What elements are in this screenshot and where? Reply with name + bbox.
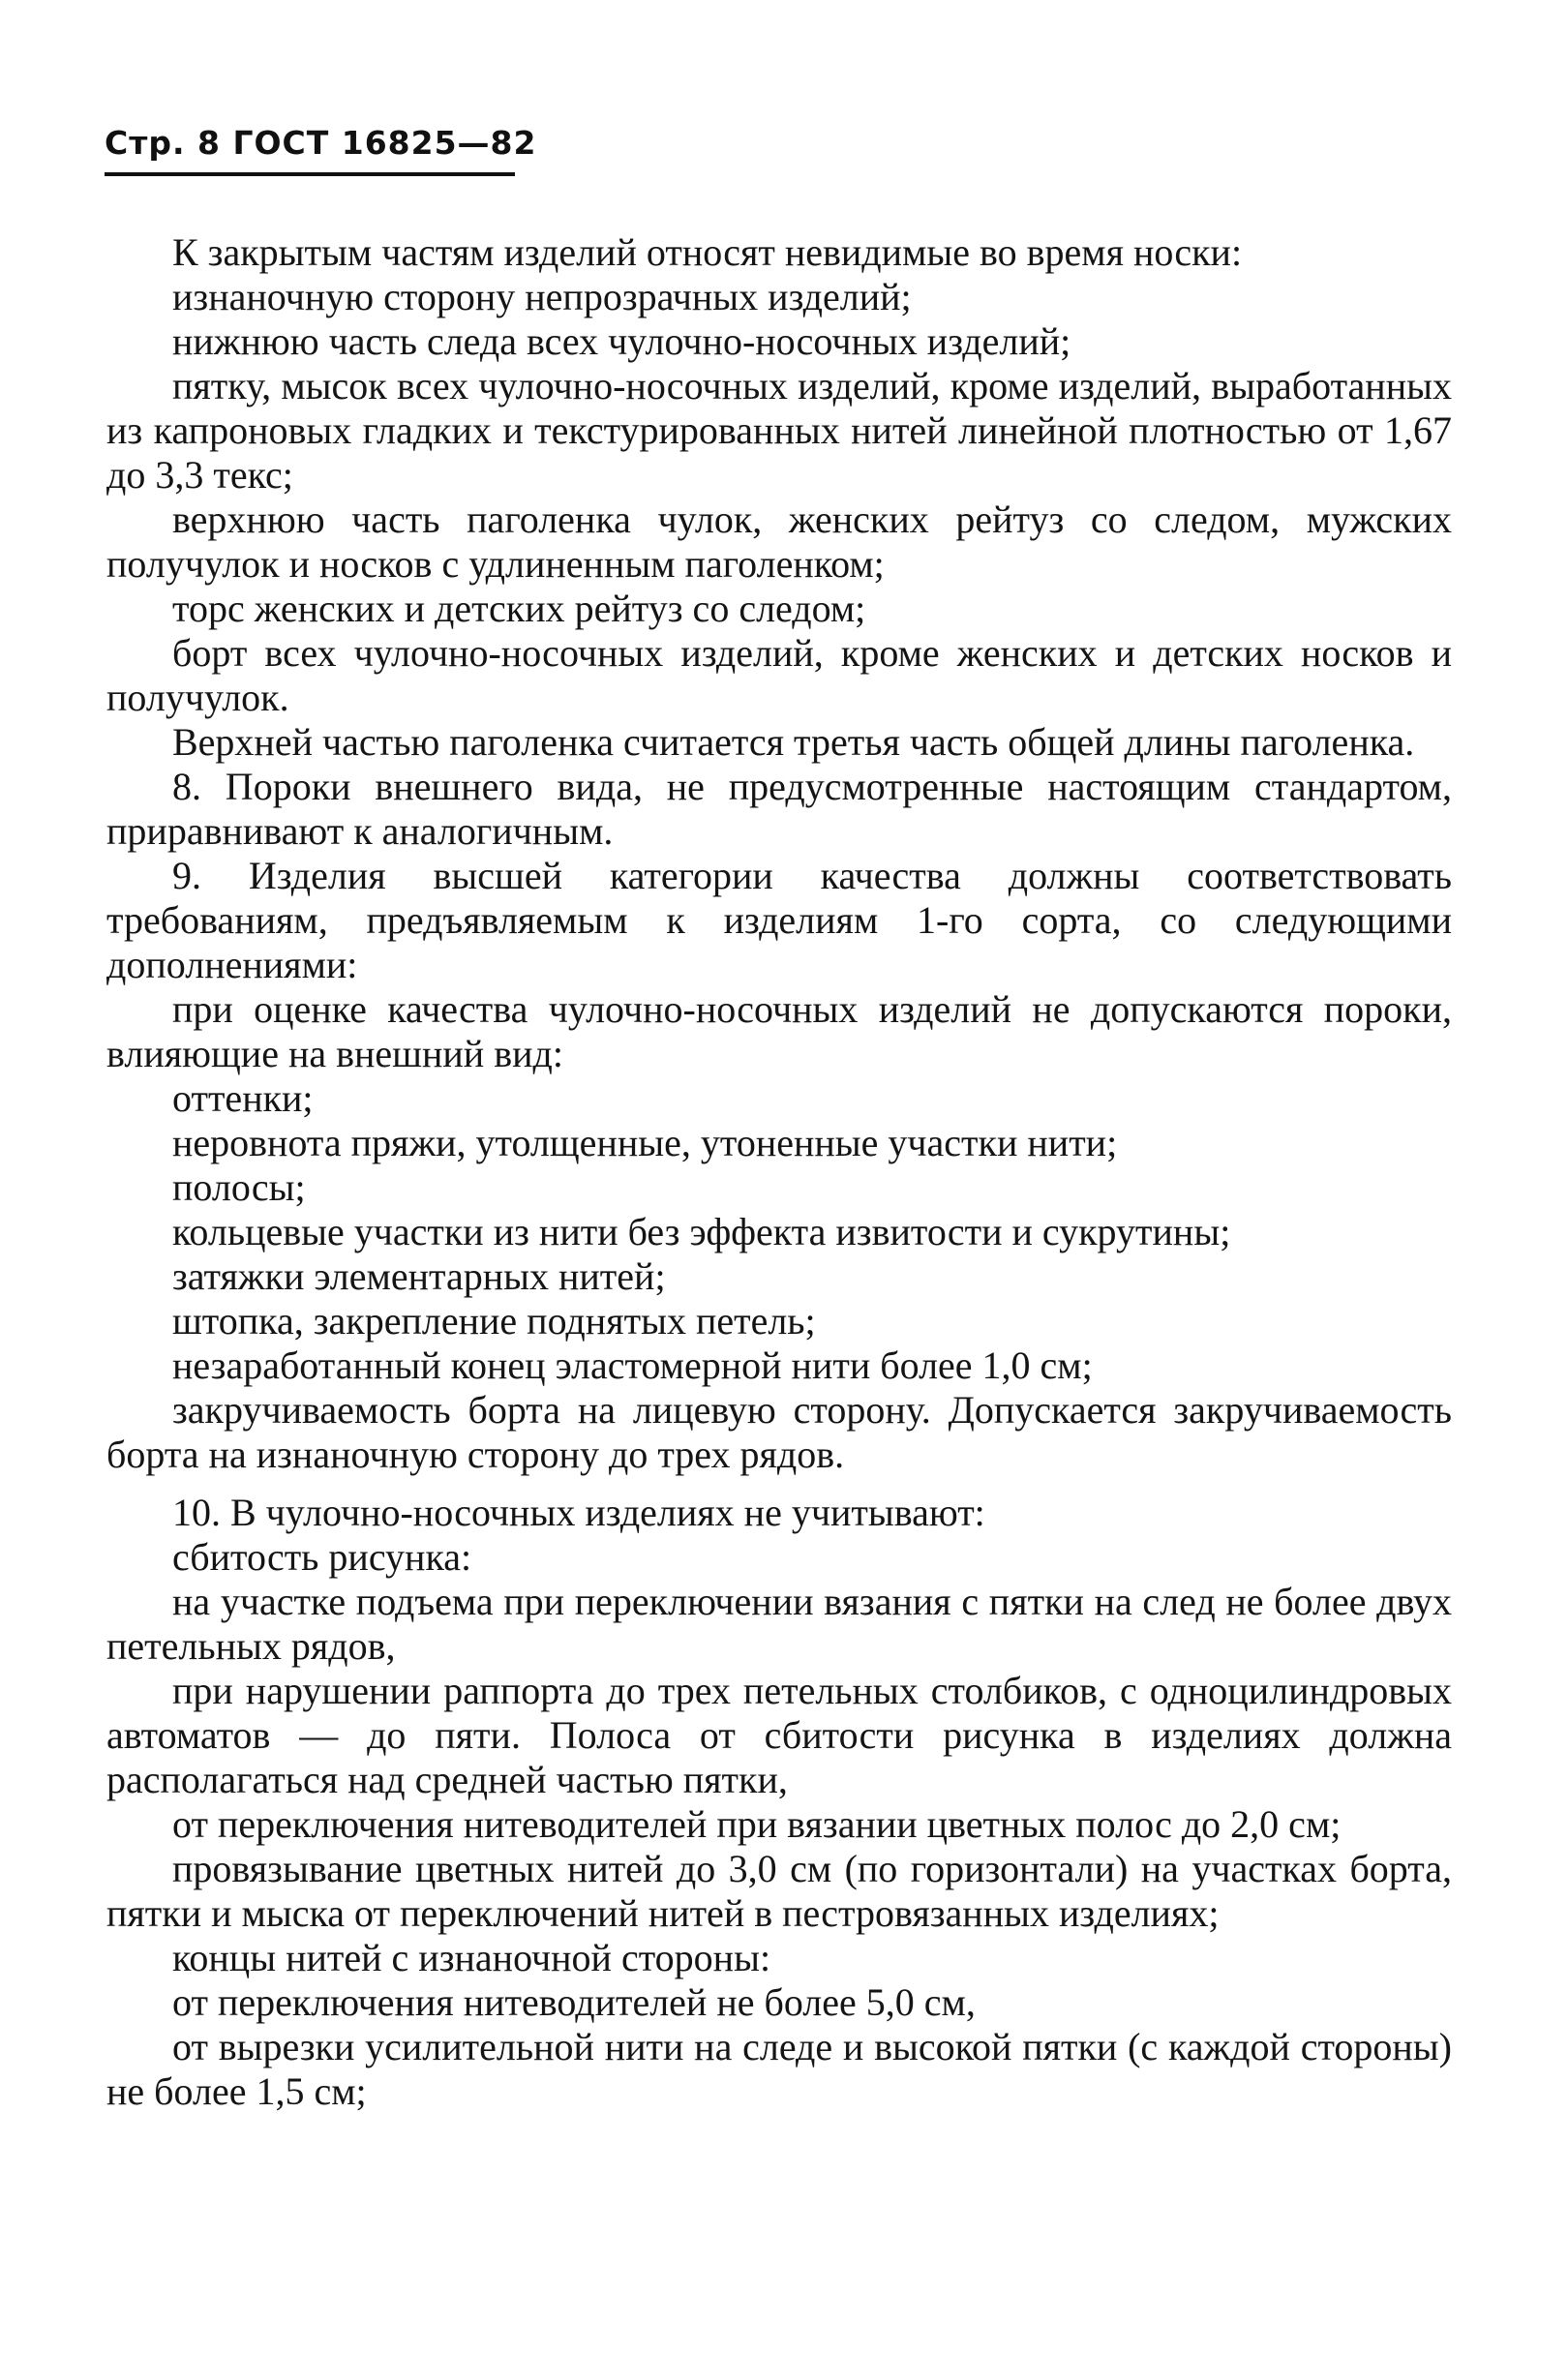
list-item: штопка, закрепление поднятых петель; bbox=[172, 1299, 816, 1343]
list-item: провязывание цветных нитей до 3,0 см (по горизонтали) на участках борта, пятки и мыска от переключений нитей в пестровязанных изделиях; bbox=[106, 1847, 1452, 1935]
list-item: борт всех чулочно-носочных изделий, кроме женских и детских носков и получулок. bbox=[106, 631, 1452, 719]
list-item: кольцевые участки из нити без эффекта извитости и сукрутины; bbox=[172, 1210, 1231, 1253]
list-item: нижнюю часть следа всех чулочно-носочных изделий; bbox=[172, 319, 1071, 363]
clause-9: 9. Изделия высшей категории качества должны соответствовать требованиям, предъявляемым к изделиям 1-го сорта, со следующими дополнениями: bbox=[106, 854, 1452, 986]
list-item: от переключения нитеводителей не более 5,0 см, bbox=[172, 1980, 976, 2024]
list-item: концы нитей с изнаночной стороны: bbox=[172, 1936, 771, 1979]
paragraph-quality-assessment: при оценке качества чулочно-носочных изделий не допускаются пороки, влияющие на внешний вид: bbox=[106, 987, 1452, 1075]
list-item: торс женских и детских рейтуз со следом; bbox=[172, 587, 866, 630]
list-item: при нарушении раппорта до трех петельных столбиков, с одноцилиндровых автоматов — до пяти. Полоса от сбитости рисунка в изделиях должна располагаться над средней частью пятки, bbox=[106, 1669, 1452, 1801]
list-item: незаработанный конец эластомерной нити более 1,0 см; bbox=[172, 1343, 1093, 1387]
list-item: закручиваемость борта на лицевую сторону. Допускается закручиваемость борта на изнаночную сторону до трех рядов. bbox=[106, 1388, 1452, 1476]
list-item: верхнюю часть паголенка чулок, женских рейтуз со следом, мужских получулок и носков с удлиненным паголенком; bbox=[106, 498, 1452, 586]
list-item: сбитость рисунка: bbox=[172, 1535, 472, 1579]
list-item: на участке подъема при переключении вязания с пятки на след не более двух петельных рядов, bbox=[106, 1580, 1452, 1668]
paragraph-upper-part-note: Верхней частью паголенка считается третья часть общей длины паголенка. bbox=[172, 720, 1415, 764]
header-rule bbox=[105, 172, 515, 176]
list-item: неровнота пряжи, утолщенные, утоненные участки нити; bbox=[172, 1121, 1118, 1164]
list-item: пятку, мысок всех чулочно-носочных изделий, кроме изделий, выработанных из капроновых гладких и текстурированных нитей линейной плотностью от 1,67 до 3,3 текс; bbox=[106, 364, 1452, 497]
clause-10: 10. В чулочно-носочных изделиях не учитывают: bbox=[172, 1491, 985, 1534]
list-item: затяжки элементарных нитей; bbox=[172, 1254, 666, 1298]
list-item: от вырезки усилительной нити на следе и высокой пятки (с каждой стороны) не более 1,5 см; bbox=[106, 2025, 1452, 2113]
list-item: полосы; bbox=[172, 1165, 306, 1209]
page-header: Стр. 8 ГОСТ 16825—82 bbox=[105, 124, 537, 162]
clause-8: 8. Пороки внешнего вида, не предусмотренные настоящим стандартом, приравнивают к аналогичным. bbox=[106, 765, 1452, 853]
document-body bbox=[106, 230, 1452, 2114]
paragraph-closed-parts-intro: К закрытым частям изделий относят невидимые во время носки: bbox=[172, 230, 1243, 274]
list-item: оттенки; bbox=[172, 1076, 314, 1120]
list-item: изнаночную сторону непрозрачных изделий; bbox=[172, 275, 912, 318]
list-item: от переключения нитеводителей при вязании цветных полос до 2,0 см; bbox=[172, 1802, 1342, 1846]
